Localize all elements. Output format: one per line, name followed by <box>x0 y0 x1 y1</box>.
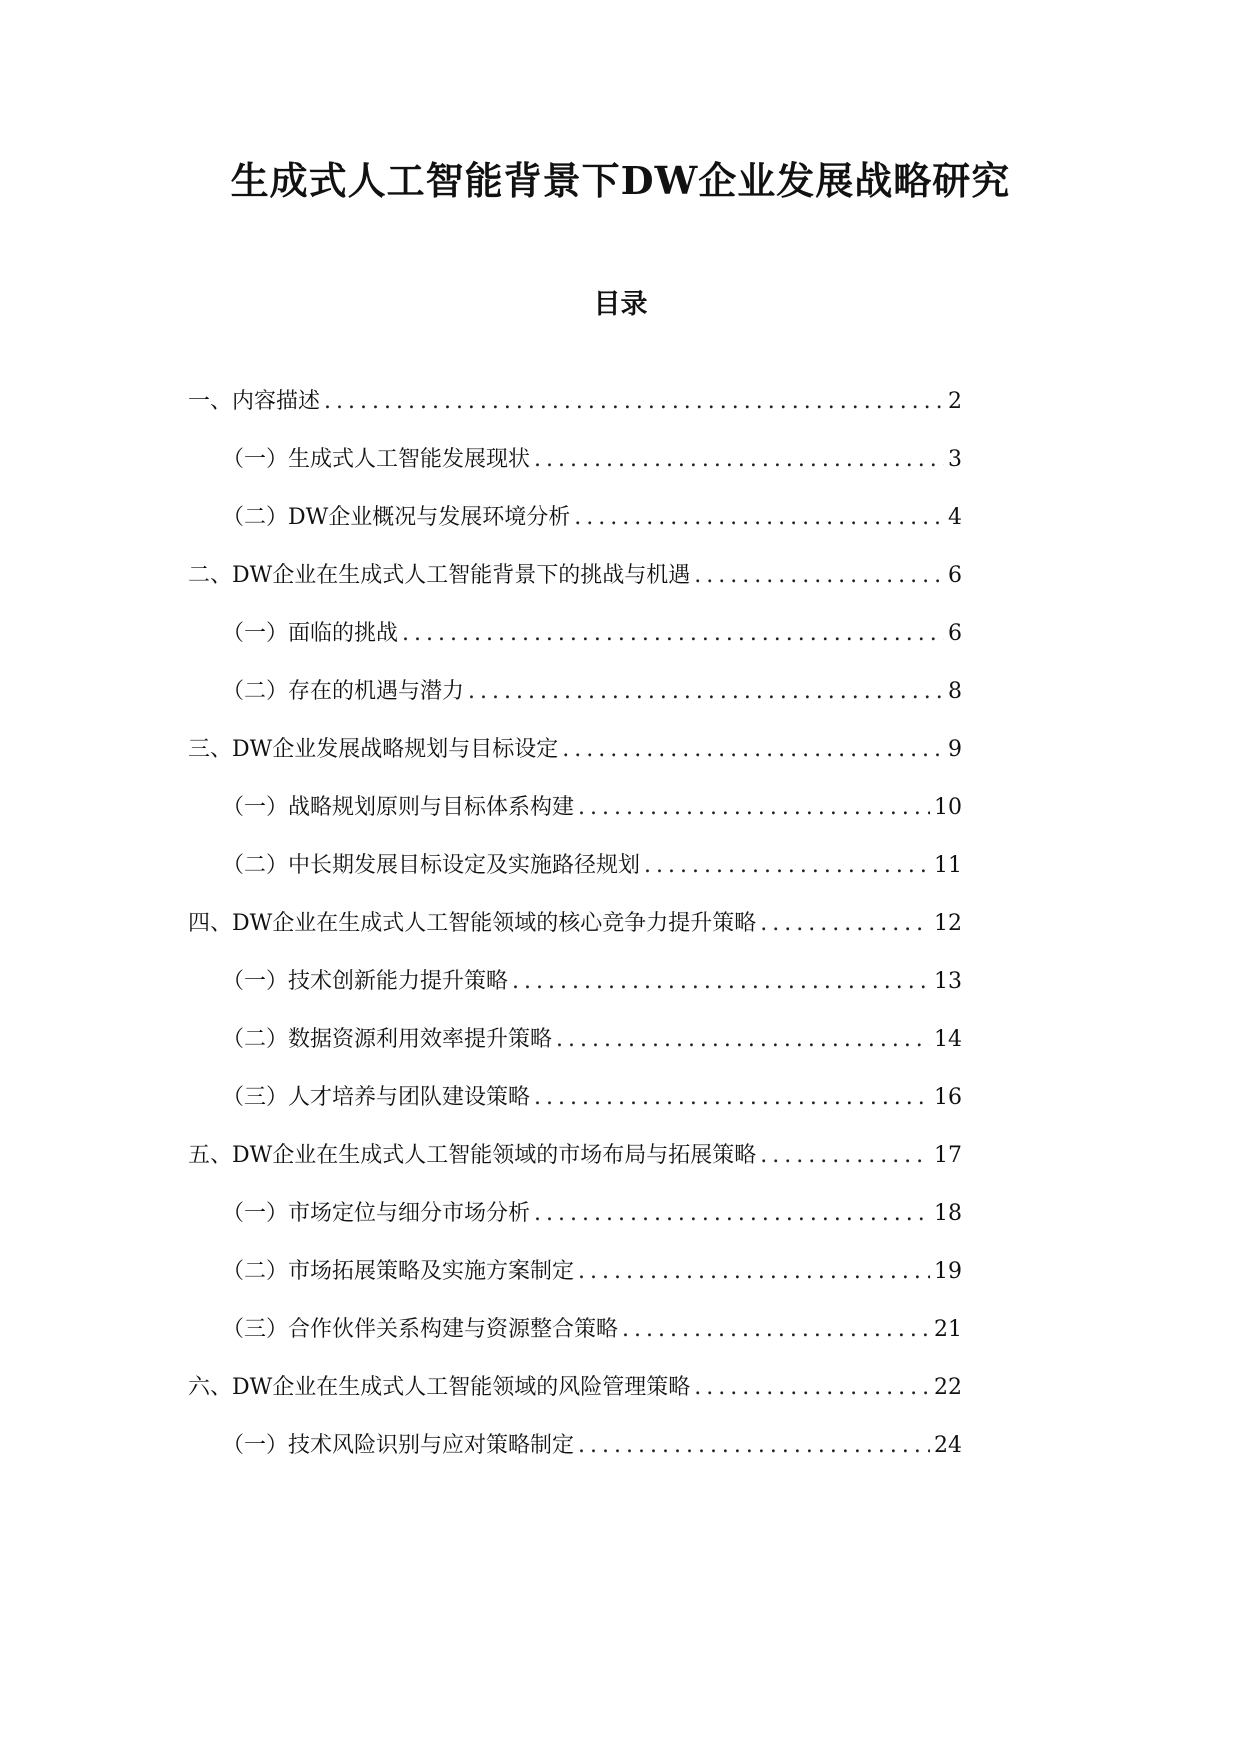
toc-page-number: 2 <box>948 389 962 414</box>
toc-page-number: 6 <box>948 621 962 646</box>
toc-entry-label: （二）存在的机遇与潜力 <box>222 679 465 704</box>
toc-dot-leader <box>402 614 944 654</box>
toc-entry-label: （二）市场拓展策略及实施方案制定 <box>222 1259 575 1284</box>
toc-entry-chapter[interactable] <box>188 730 962 770</box>
toc-entry-label: 二、DW企业在生成式人工智能背景下的挑战与机遇 <box>188 563 691 588</box>
toc-entry-label: （二）数据资源利用效率提升策略 <box>222 1027 553 1052</box>
toc-entry-label: 三、DW企业发展战略规划与目标设定 <box>188 737 559 762</box>
toc-entry-label: （一）战略规划原则与目标体系构建 <box>222 795 575 820</box>
toc-entry-section[interactable] <box>222 672 962 712</box>
toc-dot-leader <box>578 788 930 828</box>
toc-entry-label: （一）面临的挑战 <box>222 621 399 646</box>
toc-dot-leader <box>324 382 944 422</box>
toc-entry-label: （一）技术风险识别与应对策略制定 <box>222 1433 575 1458</box>
toc-page-number: 13 <box>934 969 962 994</box>
toc-entry-label: （二）DW企业概况与发展环境分析 <box>222 505 571 530</box>
toc-entry-label: （二）中长期发展目标设定及实施路径规划 <box>222 853 641 878</box>
toc-entry-label: （一）生成式人工智能发展现状 <box>222 447 531 472</box>
toc-page-number: 12 <box>934 911 962 936</box>
toc-entry-chapter[interactable] <box>188 1368 962 1408</box>
toc-entry-section[interactable] <box>222 962 962 1002</box>
toc-entry-section[interactable] <box>222 440 962 480</box>
toc-entry-section[interactable] <box>222 846 962 886</box>
toc-entry-section[interactable] <box>222 1310 962 1350</box>
toc-entry-label: 四、DW企业在生成式人工智能领域的核心竞争力提升策略 <box>188 911 757 936</box>
toc-entry-section[interactable] <box>222 1426 962 1466</box>
toc-page-number: 16 <box>934 1085 962 1110</box>
toc-page-number: 10 <box>934 795 962 820</box>
toc-dot-leader <box>578 1426 930 1466</box>
toc-entry-section[interactable] <box>222 1020 962 1060</box>
toc-dot-leader <box>534 440 944 480</box>
toc-page-number: 4 <box>948 505 962 530</box>
toc-dot-leader <box>760 904 930 944</box>
toc-entry-label: （一）技术创新能力提升策略 <box>222 969 509 994</box>
toc-dot-leader <box>694 1368 930 1408</box>
toc-dot-leader <box>512 962 930 1002</box>
toc-entry-label: （一）市场定位与细分市场分析 <box>222 1201 531 1226</box>
toc-entry-label: 五、DW企业在生成式人工智能领域的市场布局与拓展策略 <box>188 1143 757 1168</box>
toc-page-number: 21 <box>934 1317 962 1342</box>
toc-dot-leader <box>578 1252 930 1292</box>
toc-entry-chapter[interactable] <box>188 904 962 944</box>
toc-dot-leader <box>644 846 930 886</box>
toc-entry-chapter[interactable] <box>188 1136 962 1176</box>
toc-page-number: 14 <box>934 1027 962 1052</box>
toc-dot-leader <box>534 1194 930 1234</box>
toc-entry-section[interactable] <box>222 1194 962 1234</box>
toc-entry-label: 六、DW企业在生成式人工智能领域的风险管理策略 <box>188 1375 691 1400</box>
toc-page-number: 3 <box>948 447 962 472</box>
toc-entry-chapter[interactable] <box>188 556 962 596</box>
toc-page-number: 24 <box>934 1433 962 1458</box>
toc-page-number: 11 <box>934 853 962 878</box>
document-title: 生成式人工智能背景下DW企业发展战略研究 <box>230 158 1011 203</box>
toc-dot-leader <box>562 730 944 770</box>
toc-heading: 目录 <box>593 289 648 320</box>
toc-dot-leader <box>760 1136 930 1176</box>
toc-dot-leader <box>622 1310 930 1350</box>
toc-entry-section[interactable] <box>222 1252 962 1292</box>
toc-entry-label: （三）合作伙伴关系构建与资源整合策略 <box>222 1317 619 1342</box>
toc-page-number: 6 <box>948 563 962 588</box>
toc-page-number: 17 <box>934 1143 962 1168</box>
toc-page-number: 22 <box>934 1375 962 1400</box>
toc-entry-section[interactable] <box>222 788 962 828</box>
toc-entry-section[interactable] <box>222 614 962 654</box>
toc-page-number: 9 <box>948 737 962 762</box>
toc-entry-label: 一、内容描述 <box>188 389 321 414</box>
toc-dot-leader <box>556 1020 930 1060</box>
toc-dot-leader <box>574 498 944 538</box>
toc-page-number: 18 <box>934 1201 962 1226</box>
toc-entry-section[interactable] <box>222 1078 962 1118</box>
toc-dot-leader <box>534 1078 930 1118</box>
toc-dot-leader <box>468 672 944 712</box>
toc-entry-section[interactable] <box>222 498 962 538</box>
toc-entry-chapter[interactable] <box>188 382 962 422</box>
toc-page-number: 19 <box>934 1259 962 1284</box>
toc-dot-leader <box>694 556 944 596</box>
toc-entry-label: （三）人才培养与团队建设策略 <box>222 1085 531 1110</box>
toc-page-number: 8 <box>948 679 962 704</box>
